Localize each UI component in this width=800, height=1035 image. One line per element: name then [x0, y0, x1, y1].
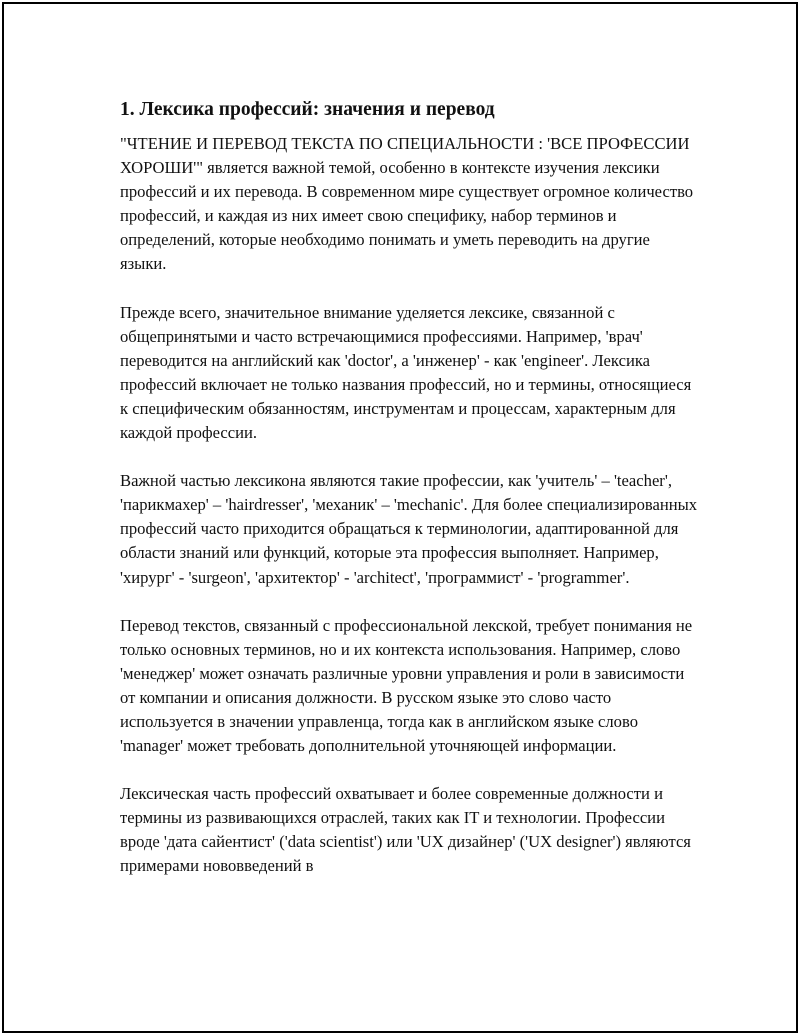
paragraph-5: Лексическая часть профессий охватывает и более современные должности и термины из развивающихся отраслей, таких как IT и технологии. Профессии вроде 'дата сайентист' ('data scientist') или 'UX дизайнер' ('UX designer') являются примерами нововведений в — [120, 784, 691, 876]
paragraph-1: "ЧТЕНИЕ И ПЕРЕВОД ТЕКСТА ПО СПЕЦИАЛЬНОСТИ : 'ВСЕ ПРОФЕССИИ ХОРОШИ'" является важной темой, особенно в контексте изучения лексики профессий и их перевода. В современном мире существует огромное количество профессий, и каждая из них имеет свою специфику, набор терминов и определений, которые необходимо понимать и уметь переводить на другие языки. — [120, 134, 694, 274]
paragraph-3: Важной частью лексикона являются такие профессии, как 'учитель' – 'teacher', 'парикмахер' – 'hairdresser', 'механик' – 'mechanic'. Для более специализированных профессий часто приходится обращаться к терминологии, адаптированной для области знаний или функций, которые эта профессия выполняет. Например, 'хирург' - 'surgeon', 'архитектор' - 'architect', 'программист' - 'programmer'. — [120, 471, 698, 587]
paragraph-4: Перевод текстов, связанный с профессиональной лекской, требует понимания не только основных терминов, но и их контекста использования. Например, слово 'менеджер' может означать различные уровни управления и роли в зависимости от компании и описания должности. В русском языке это слово часто используется в значении управленца, тогда как в английском языке слово 'manager' может требовать дополнительной уточняющей информации. — [120, 615, 693, 756]
paragraph-2: Прежде всего, значительное внимание уделяется лексике, связанной с общепринятыми и часто встречающимися профессиями. Например, 'врач' переводится на английский как 'doctor', а 'инженер' - как 'engineer'. Лексика профессий включает не только названия профессий, но и термины, относящиеся к специфическим обязанностям, инструментам и процессам, характерным для каждой профессии. — [120, 302, 692, 443]
document-page — [2, 2, 798, 1033]
section-heading: 1. Лексика профессий: значения и перевод — [120, 99, 495, 120]
document-body — [120, 96, 700, 903]
